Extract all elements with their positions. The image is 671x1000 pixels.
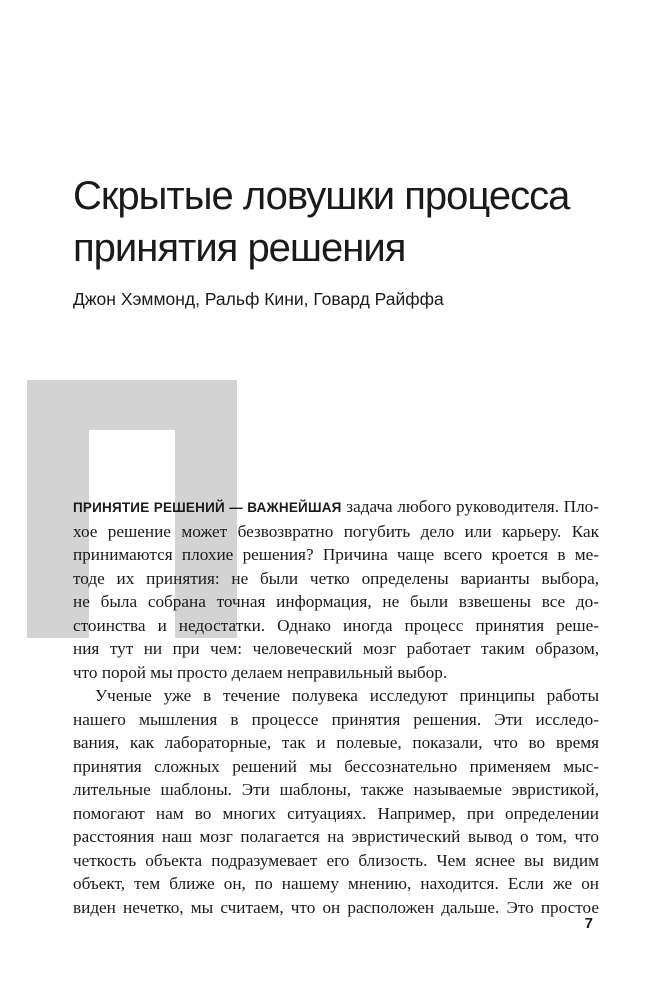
text-line: помогают нам во многих ситуациях. Например, при определении [73,803,599,823]
paragraph-2 [73,684,599,919]
lead-in-caps: ПРИНЯТИЕ РЕШЕНИЙ — ВАЖНЕЙШАЯ [73,500,342,515]
body-text [73,495,599,919]
text-line: хое решение может безвозвратно погубить дело или карьеру. Как [73,521,599,541]
text-line: лительные шаблоны. Эти шаблоны, также называемые эвристикой, [73,780,599,799]
text-line: ния тут ни при чем: человеческий мозг работает таким образом, [73,639,599,658]
text-line: четкость объекта подразумевает его близость. Чем яснее вы видим [73,850,599,870]
text-line: объект, тем ближе он, по нашему мнению, находится. Если же он [73,874,599,893]
text-line: стоинства и недостатки. Однако иногда процесс принятия реше- [73,615,599,635]
text-line: принимаются плохие решения? Причина чаще всего кроется в ме- [73,545,599,564]
text-line: что порой мы просто делаем неправильный выбор. [73,662,448,682]
text-line: Ученые уже в течение полувека исследуют принципы работы [95,686,599,705]
paragraph-1 [73,495,599,684]
text-line: вания, как лабораторные, так и полевые, показали, что во время [73,733,599,752]
chapter-title [73,170,633,274]
text-line: расстояния наш мозг полагается на эвристический вывод о том, что [73,827,599,846]
text-line: нашего мышления в процессе принятия решения. Эти исследо- [73,709,599,729]
text-line: принятия сложных решений мы бессознательно применяем мыс- [73,756,599,776]
page-number: 7 [584,915,593,932]
text-line: тоде их принятия: не были четко определены варианты выбора, [73,568,599,588]
text-line: виден нечетко, мы считаем, что он расположен дальше. Это простое [73,897,599,917]
chapter-title-line-2: принятия решения [73,226,406,270]
chapter-title-line-1: Скрытые ловушки процесса [73,174,570,218]
text-line: не была собрана точная информация, не были взвешены все до- [73,592,599,611]
chapter-authors: Джон Хэммонд, Ральф Кини, Говард Райффа [73,289,444,309]
text-line: ПРИНЯТИЕ РЕШЕНИЙ — ВАЖНЕЙШАЯ задача любого руководителя. Пло- [73,497,599,516]
